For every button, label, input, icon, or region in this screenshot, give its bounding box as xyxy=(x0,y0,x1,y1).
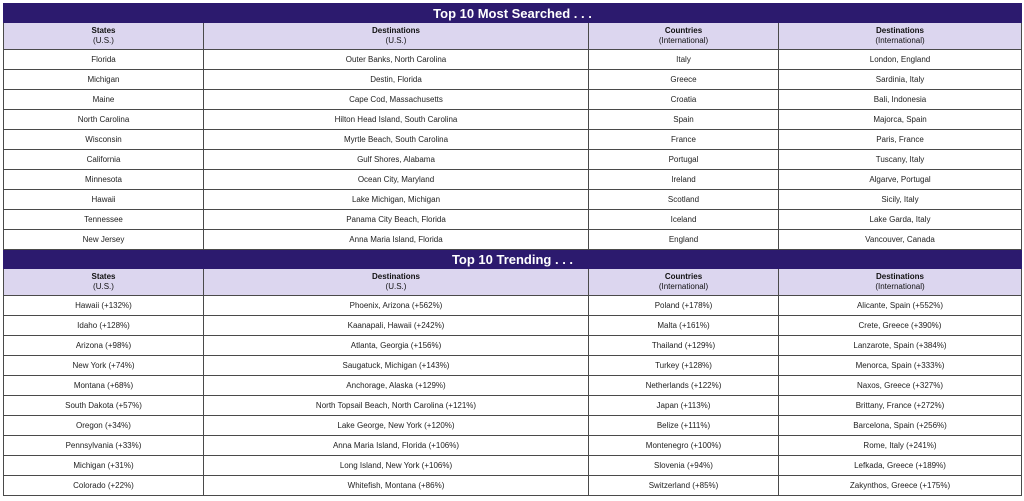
column-header-countries-intl xyxy=(589,23,779,50)
table-cell-destinations-intl: Majorca, Spain xyxy=(779,110,1022,130)
table-cell-states-us: Michigan xyxy=(4,70,204,90)
table-row xyxy=(4,150,1022,170)
table-cell-destinations-us: Ocean City, Maryland xyxy=(204,170,589,190)
column-header-label: Destinations xyxy=(875,26,924,35)
table-cell-countries-intl: Slovenia (+94%) xyxy=(589,456,779,476)
column-header-sublabel: (U.S.) xyxy=(93,36,114,45)
table-cell-countries-intl: Belize (+111%) xyxy=(589,416,779,436)
column-header-destinations-us xyxy=(204,23,589,50)
table-cell-states-us: Wisconsin xyxy=(4,130,204,150)
table-row xyxy=(4,90,1022,110)
table-cell-states-us: Montana (+68%) xyxy=(4,376,204,396)
table-cell-destinations-intl: Bali, Indonesia xyxy=(779,90,1022,110)
column-header-label: States xyxy=(91,26,116,35)
table-cell-destinations-intl: Crete, Greece (+390%) xyxy=(779,316,1022,336)
table-cell-destinations-intl: Alicante, Spain (+552%) xyxy=(779,296,1022,316)
table-row xyxy=(4,436,1022,456)
table-row xyxy=(4,110,1022,130)
table-cell-destinations-us: Lake Michigan, Michigan xyxy=(204,190,589,210)
table-cell-countries-intl: Croatia xyxy=(589,90,779,110)
table-cell-countries-intl: Greece xyxy=(589,70,779,90)
table-cell-states-us: North Carolina xyxy=(4,110,204,130)
column-header-states-us xyxy=(4,269,204,296)
table-cell-countries-intl: Netherlands (+122%) xyxy=(589,376,779,396)
table-cell-states-us: Oregon (+34%) xyxy=(4,416,204,436)
table-cell-countries-intl: Turkey (+128%) xyxy=(589,356,779,376)
table-cell-countries-intl: Ireland xyxy=(589,170,779,190)
table-row xyxy=(4,396,1022,416)
table-cell-states-us: South Dakota (+57%) xyxy=(4,396,204,416)
table-cell-destinations-intl: Menorca, Spain (+333%) xyxy=(779,356,1022,376)
table-cell-destinations-us: Whitefish, Montana (+86%) xyxy=(204,476,589,496)
table-row xyxy=(4,296,1022,316)
table-cell-states-us: Pennsylvania (+33%) xyxy=(4,436,204,456)
table-cell-destinations-intl: Sicily, Italy xyxy=(779,190,1022,210)
table-cell-states-us: Idaho (+128%) xyxy=(4,316,204,336)
column-header-label: States xyxy=(91,272,116,281)
table-cell-countries-intl: Italy xyxy=(589,50,779,70)
column-header-countries-intl xyxy=(589,269,779,296)
column-header-sublabel: (U.S.) xyxy=(93,282,114,291)
column-header-destinations-intl xyxy=(779,269,1022,296)
table-cell-destinations-us: Anna Maria Island, Florida (+106%) xyxy=(204,436,589,456)
table-cell-states-us: Hawaii (+132%) xyxy=(4,296,204,316)
section-title-row xyxy=(4,250,1022,269)
table-row xyxy=(4,476,1022,496)
table-row xyxy=(4,170,1022,190)
table-cell-destinations-us: Long Island, New York (+106%) xyxy=(204,456,589,476)
table-row xyxy=(4,336,1022,356)
table-cell-destinations-intl: Algarve, Portugal xyxy=(779,170,1022,190)
table-cell-destinations-intl: Naxos, Greece (+327%) xyxy=(779,376,1022,396)
table-cell-countries-intl: Scotland xyxy=(589,190,779,210)
table-cell-destinations-intl: Tuscany, Italy xyxy=(779,150,1022,170)
table-cell-destinations-us: Gulf Shores, Alabama xyxy=(204,150,589,170)
table-cell-destinations-intl: Sardinia, Italy xyxy=(779,70,1022,90)
table-row xyxy=(4,50,1022,70)
table-cell-destinations-us: Anna Maria Island, Florida xyxy=(204,230,589,250)
column-header-sublabel: (U.S.) xyxy=(385,282,407,291)
table-cell-countries-intl: Malta (+161%) xyxy=(589,316,779,336)
table-cell-states-us: Minnesota xyxy=(4,170,204,190)
column-header-row xyxy=(4,23,1022,50)
table-cell-destinations-us: Cape Cod, Massachusetts xyxy=(204,90,589,110)
table-cell-states-us: Hawaii xyxy=(4,190,204,210)
section-title: Top 10 Trending . . . xyxy=(4,250,1022,269)
column-header-sublabel: (International) xyxy=(658,282,709,291)
table-cell-destinations-us: Atlanta, Georgia (+156%) xyxy=(204,336,589,356)
table-cell-states-us: California xyxy=(4,150,204,170)
table-row xyxy=(4,230,1022,250)
table-cell-countries-intl: England xyxy=(589,230,779,250)
table-cell-states-us: Michigan (+31%) xyxy=(4,456,204,476)
section-title-row xyxy=(4,4,1022,23)
column-header-sublabel: (International) xyxy=(658,36,709,45)
table-cell-destinations-us: Hilton Head Island, South Carolina xyxy=(204,110,589,130)
section-title: Top 10 Most Searched . . . xyxy=(4,4,1022,23)
column-header-sublabel: (International) xyxy=(875,282,925,291)
table-cell-countries-intl: Poland (+178%) xyxy=(589,296,779,316)
table-cell-states-us: Maine xyxy=(4,90,204,110)
table-row xyxy=(4,416,1022,436)
table-row xyxy=(4,210,1022,230)
table-cell-destinations-us: Phoenix, Arizona (+562%) xyxy=(204,296,589,316)
table-row xyxy=(4,456,1022,476)
column-header-destinations-intl xyxy=(779,23,1022,50)
table-cell-countries-intl: Iceland xyxy=(589,210,779,230)
table-row xyxy=(4,376,1022,396)
table-cell-countries-intl: Japan (+113%) xyxy=(589,396,779,416)
table-row xyxy=(4,356,1022,376)
table-cell-states-us: Florida xyxy=(4,50,204,70)
table-cell-countries-intl: Montenegro (+100%) xyxy=(589,436,779,456)
destinations-table xyxy=(3,3,1022,496)
table-cell-countries-intl: France xyxy=(589,130,779,150)
table-cell-destinations-us: North Topsail Beach, North Carolina (+121%) xyxy=(204,396,589,416)
table-row xyxy=(4,190,1022,210)
column-header-label: Destinations xyxy=(875,272,924,281)
table-cell-destinations-us: Kaanapali, Hawaii (+242%) xyxy=(204,316,589,336)
table-cell-states-us: New Jersey xyxy=(4,230,204,250)
table-row xyxy=(4,316,1022,336)
table-cell-destinations-intl: Vancouver, Canada xyxy=(779,230,1022,250)
table-row xyxy=(4,130,1022,150)
table-cell-destinations-intl: London, England xyxy=(779,50,1022,70)
table-cell-destinations-us: Destin, Florida xyxy=(204,70,589,90)
table-row xyxy=(4,70,1022,90)
column-header-label: Countries xyxy=(664,26,703,35)
table-cell-destinations-us: Lake George, New York (+120%) xyxy=(204,416,589,436)
table-cell-countries-intl: Portugal xyxy=(589,150,779,170)
table-cell-countries-intl: Switzerland (+85%) xyxy=(589,476,779,496)
column-header-destinations-us xyxy=(204,269,589,296)
column-header-label: Countries xyxy=(664,272,703,281)
table-cell-destinations-us: Panama City Beach, Florida xyxy=(204,210,589,230)
table-cell-states-us: Tennessee xyxy=(4,210,204,230)
column-header-sublabel: (U.S.) xyxy=(385,36,407,45)
table-cell-destinations-intl: Brittany, France (+272%) xyxy=(779,396,1022,416)
column-header-sublabel: (International) xyxy=(875,36,925,45)
column-header-row xyxy=(4,269,1022,296)
table-cell-states-us: New York (+74%) xyxy=(4,356,204,376)
table-cell-destinations-intl: Lefkada, Greece (+189%) xyxy=(779,456,1022,476)
table-cell-destinations-intl: Rome, Italy (+241%) xyxy=(779,436,1022,456)
table-cell-destinations-us: Outer Banks, North Carolina xyxy=(204,50,589,70)
table-cell-states-us: Colorado (+22%) xyxy=(4,476,204,496)
column-header-label: Destinations xyxy=(371,272,420,281)
table-cell-destinations-intl: Barcelona, Spain (+256%) xyxy=(779,416,1022,436)
table-cell-destinations-intl: Paris, France xyxy=(779,130,1022,150)
table-cell-destinations-us: Myrtle Beach, South Carolina xyxy=(204,130,589,150)
table-cell-destinations-us: Saugatuck, Michigan (+143%) xyxy=(204,356,589,376)
table-cell-countries-intl: Thailand (+129%) xyxy=(589,336,779,356)
table-cell-destinations-intl: Lanzarote, Spain (+384%) xyxy=(779,336,1022,356)
table-cell-destinations-intl: Zakynthos, Greece (+175%) xyxy=(779,476,1022,496)
column-header-label: Destinations xyxy=(371,26,420,35)
table-cell-destinations-intl: Lake Garda, Italy xyxy=(779,210,1022,230)
table-cell-countries-intl: Spain xyxy=(589,110,779,130)
column-header-states-us xyxy=(4,23,204,50)
table-body xyxy=(4,4,1022,496)
table-cell-destinations-us: Anchorage, Alaska (+129%) xyxy=(204,376,589,396)
table-cell-states-us: Arizona (+98%) xyxy=(4,336,204,356)
destinations-tables xyxy=(3,3,1021,497)
